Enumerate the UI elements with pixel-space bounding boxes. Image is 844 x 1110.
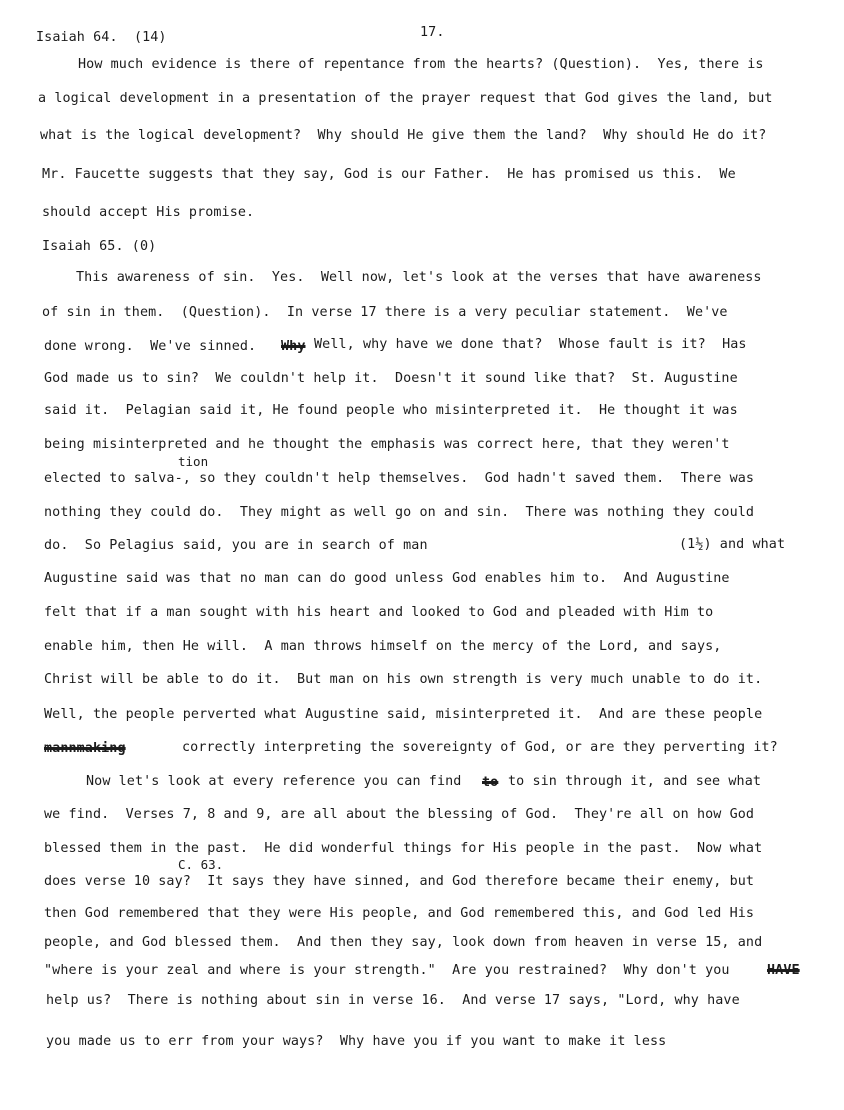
text-line: help us? There is nothing about sin in verse 16. And verse 17 says, "Lord, why have	[46, 993, 740, 1008]
text-line: (1½) and what	[679, 537, 786, 552]
text-line: said it. Pelagian said it, He found people who misinterpreted it. He thought it was	[44, 403, 738, 418]
running-title: Isaiah 64. (14)	[36, 30, 167, 45]
text-line: Christ will be able to do it. But man on his own strength is very much unable to do it.	[44, 672, 763, 687]
text-line: Well, why have we done that? Whose fault is it? Has	[314, 337, 747, 352]
interlinear-insertion: tion	[178, 454, 209, 469]
section-heading: Isaiah 65. (0)	[42, 239, 157, 254]
text-line: correctly interpreting the sovereignty of God, or are they perverting it?	[182, 740, 778, 755]
text-line: being misinterpreted and he thought the emphasis was correct here, that they weren't	[44, 437, 730, 452]
text-line: "where is your zeal and where is your strength." Are you restrained? Why don't you	[44, 963, 730, 978]
text-line: blessed them in the past. He did wonderful things for His people in the past. Now what	[44, 841, 763, 856]
interlinear-insertion: C. 63.	[178, 857, 224, 872]
text-line: of sin in them. (Question). In verse 17 there is a very peculiar statement. We've	[42, 305, 728, 320]
text-line: God made us to sin? We couldn't help it. Doesn't it sound like that? St. Augustine	[44, 371, 738, 386]
text-line: Mr. Faucette suggests that they say, God is our Father. He has promised us this. We	[42, 167, 736, 182]
page-number: 17.	[420, 25, 445, 40]
text-line: do. So Pelagius said, you are in search of man	[44, 538, 428, 553]
text-line: should accept His promise.	[42, 205, 255, 220]
text-line: Augustine said was that no man can do good unless God enables him to. And Augustine	[44, 571, 730, 586]
struck-out-word: to	[482, 775, 499, 790]
text-line: done wrong. We've sinned.	[44, 339, 257, 354]
text-line: what is the logical development? Why should He give them the land? Why should He do it?	[40, 128, 767, 143]
struck-out-word: Why	[281, 339, 306, 354]
text-line: nothing they could do. They might as well go on and sin. There was nothing they could	[44, 505, 755, 520]
text-line: Now let's look at every reference you can find	[86, 774, 462, 789]
text-line: we find. Verses 7, 8 and 9, are all about the blessing of God. They're all on how God	[44, 807, 755, 822]
text-line: felt that if a man sought with his heart and looked to God and pleaded with Him to	[44, 605, 714, 620]
text-line: Well, the people perverted what Augustine said, misinterpreted it. And are these people	[44, 707, 763, 722]
text-line: you made us to err from your ways? Why have you if you want to make it less	[46, 1034, 667, 1049]
text-line: to sin through it, and see what	[508, 774, 762, 789]
text-line: How much evidence is there of repentance from the hearts? (Question). Yes, there is	[78, 57, 764, 72]
struck-out-word: mannmaking	[44, 741, 126, 756]
text-line: enable him, then He will. A man throws himself on the mercy of the Lord, and says,	[44, 639, 722, 654]
text-line: a logical development in a presentation of the prayer request that God gives the land, but	[38, 91, 773, 106]
text-line: then God remembered that they were His people, and God remembered this, and God led His	[44, 906, 755, 921]
text-line: people, and God blessed them. And then they say, look down from heaven in verse 15, and	[44, 935, 763, 950]
struck-out-word: HAVE	[767, 963, 800, 978]
text-line: This awareness of sin. Yes. Well now, let's look at the verses that have awareness	[76, 270, 762, 285]
text-line: elected to salva-, so they couldn't help themselves. God hadn't saved them. There was	[44, 471, 755, 486]
text-line: does verse 10 say? It says they have sinned, and God therefore became their enemy, but	[44, 874, 755, 889]
